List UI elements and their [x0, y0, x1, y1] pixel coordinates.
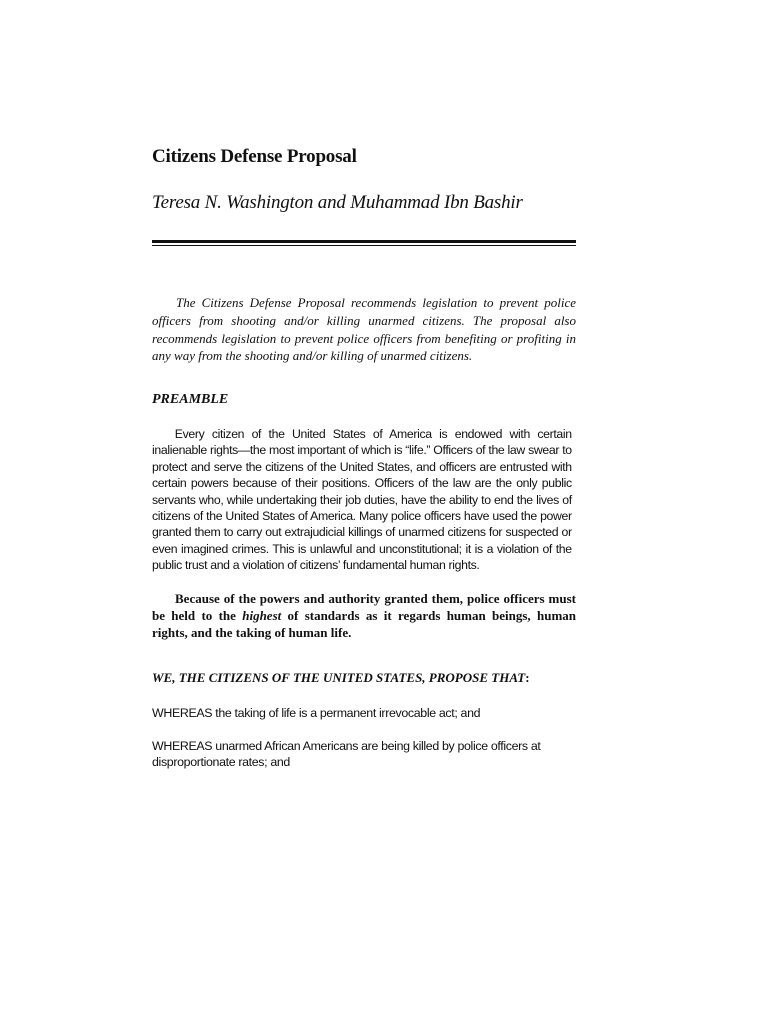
document-title: Citizens Defense Proposal [152, 146, 357, 167]
propose-heading-text: WE, THE CITIZENS OF THE UNITED STATES, PROPOSE THAT [152, 670, 526, 685]
divider-thick-line [152, 240, 576, 243]
bold-statement-start: Because of the powers and authority granted them, police officers must be held to the [152, 591, 576, 623]
preamble-bold-statement [152, 590, 576, 641]
whereas-clause: WHEREAS the taking of life is a permanent irrevocable act; and [152, 706, 481, 720]
document-authors: Teresa N. Washington and Muhammad Ibn Bashir [152, 192, 523, 213]
abstract-paragraph: The Citizens Defense Proposal recommends legislation to prevent police officers from shooting and/or killing unarmed citizens. The proposal also recommends legislation to prevent police officers from benefiting or profiting in any way from the shooting and/or killing of unarmed citizens. [152, 295, 576, 364]
divider-thin-line [152, 245, 576, 246]
propose-heading-colon: : [525, 670, 530, 685]
preamble-heading: PREAMBLE [152, 392, 229, 407]
preamble-paragraph: Every citizen of the United States of America is endowed with certain inalienable rights—the most important of which is “life.” Officers of the law swear to protect and serve the citizens of the United States, and officers are entrusted with certain powers because of their positions. Officers of the law are the only public servants who, while undertaking their job duties, have the ability to end the lives of citizens of the United States of America. Many police officers have used the power granted them to carry out extrajudicial killings of unarmed citizens for suspected or even imagined crimes. This is unlawful and unconstitutional; it is a violation of the public trust and a violation of citizens’ fundamental human rights. [152, 427, 572, 573]
whereas-clause: WHEREAS unarmed African Americans are being killed by police officers at disproportionate rates; and [152, 739, 541, 770]
bold-statement-end: of standards as it regards human beings, human rights, and the taking of human life. [152, 608, 576, 640]
propose-heading [152, 670, 530, 686]
title-divider [152, 240, 576, 246]
bold-statement-emphasis: highest [242, 608, 282, 623]
